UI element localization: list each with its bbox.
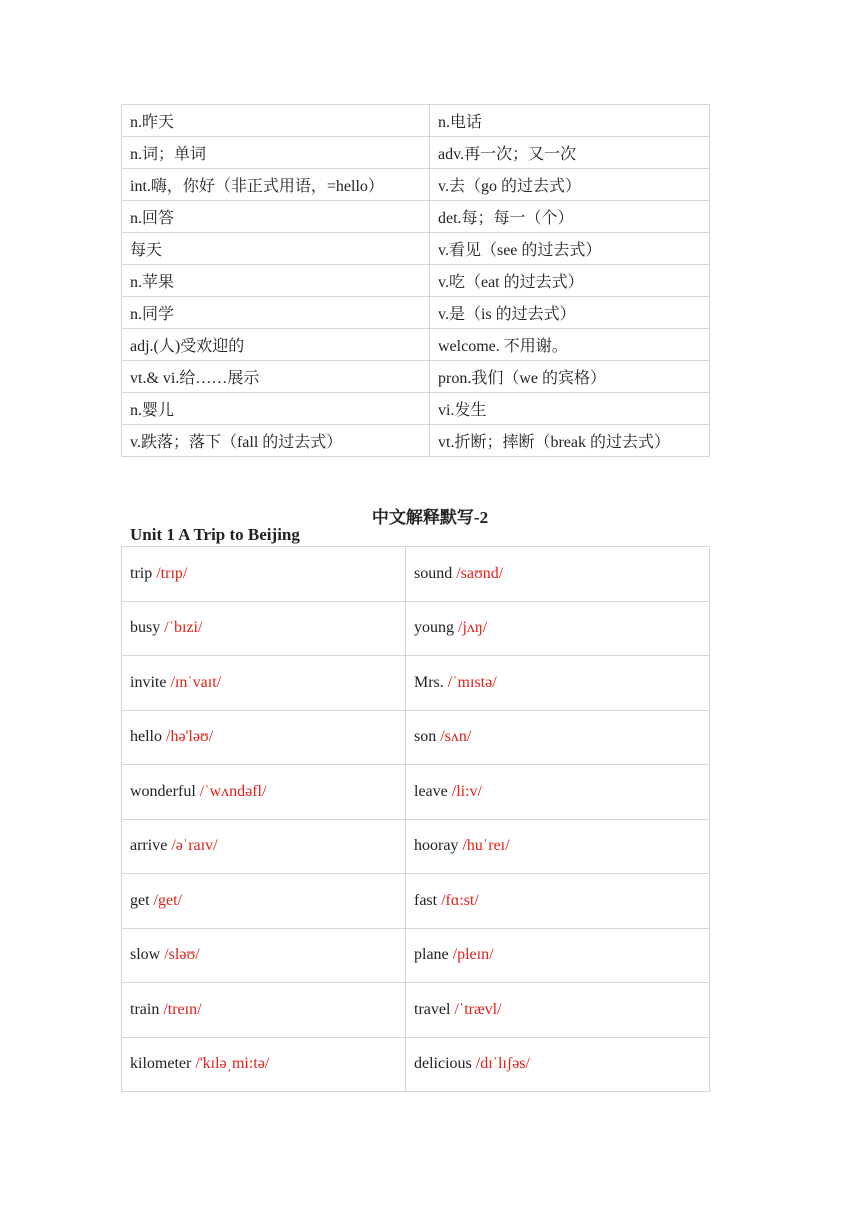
vocab-cell bbox=[122, 656, 406, 711]
definition-cell: vi.发生 bbox=[430, 393, 710, 425]
vocab-phonetic: /treɪn/ bbox=[163, 1000, 202, 1018]
vocab-phonetic: /ˈbɪzi/ bbox=[164, 619, 203, 637]
table-row bbox=[122, 765, 710, 820]
table-row bbox=[122, 425, 710, 457]
definition-cell: n.词；单词 bbox=[122, 137, 430, 169]
vocabulary-table bbox=[121, 546, 710, 1092]
vocab-cell bbox=[406, 983, 710, 1038]
vocab-phonetic: /əˈraɪv/ bbox=[171, 837, 218, 855]
vocab-phonetic: /jʌŋ/ bbox=[458, 619, 488, 637]
table-row bbox=[122, 874, 710, 929]
vocab-cell bbox=[406, 547, 710, 602]
vocab-word: get bbox=[130, 891, 150, 909]
vocab-phonetic: /huˈreɪ/ bbox=[462, 837, 510, 855]
vocab-word: busy bbox=[130, 619, 161, 637]
vocab-cell bbox=[122, 601, 406, 656]
vocab-word: invite bbox=[130, 673, 167, 691]
vocab-word: hooray bbox=[414, 837, 459, 855]
vocab-cell bbox=[406, 710, 710, 765]
vocab-phonetic: /ɪnˈvaɪt/ bbox=[170, 673, 222, 691]
vocab-cell bbox=[122, 1037, 406, 1092]
vocab-cell bbox=[406, 1037, 710, 1092]
definition-cell: n.同学 bbox=[122, 297, 430, 329]
definition-cell: v.看见（see 的过去式） bbox=[430, 233, 710, 265]
vocab-cell bbox=[122, 765, 406, 820]
definition-cell: n.婴儿 bbox=[122, 393, 430, 425]
vocab-cell bbox=[406, 819, 710, 874]
table-row bbox=[122, 169, 710, 201]
vocab-cell bbox=[406, 928, 710, 983]
vocab-phonetic: /hə'ləʊ/ bbox=[166, 728, 214, 746]
vocab-word: hello bbox=[130, 728, 162, 746]
vocab-word: plane bbox=[414, 946, 449, 964]
definition-cell: adv.再一次；又一次 bbox=[430, 137, 710, 169]
vocab-cell bbox=[406, 656, 710, 711]
vocab-word: son bbox=[414, 728, 437, 746]
definition-cell: det.每；每一（个） bbox=[430, 201, 710, 233]
table-row bbox=[122, 265, 710, 297]
vocab-phonetic: /sʌn/ bbox=[440, 728, 472, 746]
vocab-cell bbox=[122, 547, 406, 602]
vocab-cell bbox=[406, 765, 710, 820]
vocab-word: fast bbox=[414, 891, 438, 909]
table-row bbox=[122, 393, 710, 425]
table-row bbox=[122, 601, 710, 656]
definition-cell: int.嗨，你好（非正式用语，=hello） bbox=[122, 169, 430, 201]
vocab-word: slow bbox=[130, 946, 161, 964]
definition-cell: vt.& vi.给……展示 bbox=[122, 361, 430, 393]
unit-heading: Unit 1 A Trip to Beijing bbox=[130, 525, 300, 544]
vocab-word: train bbox=[130, 1000, 160, 1018]
table-row bbox=[122, 137, 710, 169]
table-row bbox=[122, 297, 710, 329]
definition-cell: pron.我们（we 的宾格） bbox=[430, 361, 710, 393]
vocab-cell bbox=[122, 983, 406, 1038]
vocab-phonetic: /pleɪn/ bbox=[452, 946, 494, 964]
table-row bbox=[122, 928, 710, 983]
definition-cell: n.昨天 bbox=[122, 105, 430, 137]
vocab-phonetic: /li:v/ bbox=[451, 782, 482, 800]
vocab-phonetic: /ˈmɪstə/ bbox=[447, 673, 497, 691]
table-row bbox=[122, 710, 710, 765]
definition-cell: n.回答 bbox=[122, 201, 430, 233]
vocab-word: young bbox=[414, 619, 454, 637]
vocab-phonetic: /saʊnd/ bbox=[456, 564, 504, 582]
definition-cell: vt.折断；摔断（break 的过去式） bbox=[430, 425, 710, 457]
vocab-cell bbox=[406, 874, 710, 929]
section-title: 中文解释默写-2 bbox=[371, 508, 489, 527]
vocab-word: wonderful bbox=[130, 782, 196, 800]
table-row bbox=[122, 361, 710, 393]
definition-cell: 每天 bbox=[122, 233, 430, 265]
vocab-word: kilometer bbox=[130, 1055, 192, 1073]
vocab-phonetic: /trɪp/ bbox=[156, 564, 188, 582]
table-row bbox=[122, 233, 710, 265]
definition-cell: v.去（go 的过去式） bbox=[430, 169, 710, 201]
vocab-word: leave bbox=[414, 782, 448, 800]
vocab-word: delicious bbox=[414, 1055, 472, 1073]
table-row bbox=[122, 983, 710, 1038]
vocab-cell bbox=[122, 874, 406, 929]
vocab-phonetic: /fɑ:st/ bbox=[441, 891, 479, 909]
definition-cell: adj.(人)受欢迎的 bbox=[122, 329, 430, 361]
vocab-cell bbox=[406, 601, 710, 656]
vocab-phonetic: /dɪˈlɪʃəs/ bbox=[475, 1055, 530, 1073]
vocab-phonetic: /get/ bbox=[153, 891, 182, 909]
vocab-word: arrive bbox=[130, 837, 168, 855]
vocab-cell bbox=[122, 710, 406, 765]
table-row bbox=[122, 329, 710, 361]
vocab-word: trip bbox=[130, 564, 153, 582]
definition-cell: welcome. 不用谢。 bbox=[430, 329, 710, 361]
vocab-cell bbox=[122, 928, 406, 983]
table-row bbox=[122, 201, 710, 233]
vocab-cell bbox=[122, 819, 406, 874]
definition-cell: n.电话 bbox=[430, 105, 710, 137]
table-row bbox=[122, 105, 710, 137]
table-row bbox=[122, 547, 710, 602]
table-row bbox=[122, 656, 710, 711]
definition-cell: v.跌落；落下（fall 的过去式） bbox=[122, 425, 430, 457]
vocab-phonetic: /ˈwʌndəfl/ bbox=[199, 782, 267, 800]
vocab-phonetic: /ˈtrævl/ bbox=[454, 1000, 502, 1018]
definition-cell: n.苹果 bbox=[122, 265, 430, 297]
vocab-word: sound bbox=[414, 564, 453, 582]
definition-cell: v.吃（eat 的过去式） bbox=[430, 265, 710, 297]
definition-cell: v.是（is 的过去式） bbox=[430, 297, 710, 329]
vocab-phonetic: /'kɪləˌmi:tə/ bbox=[195, 1055, 270, 1073]
table-row bbox=[122, 1037, 710, 1092]
table-row bbox=[122, 819, 710, 874]
vocab-phonetic: /sləʊ/ bbox=[164, 946, 200, 964]
vocab-word: travel bbox=[414, 1000, 451, 1018]
vocab-word: Mrs. bbox=[414, 673, 444, 691]
definitions-table bbox=[121, 104, 710, 457]
